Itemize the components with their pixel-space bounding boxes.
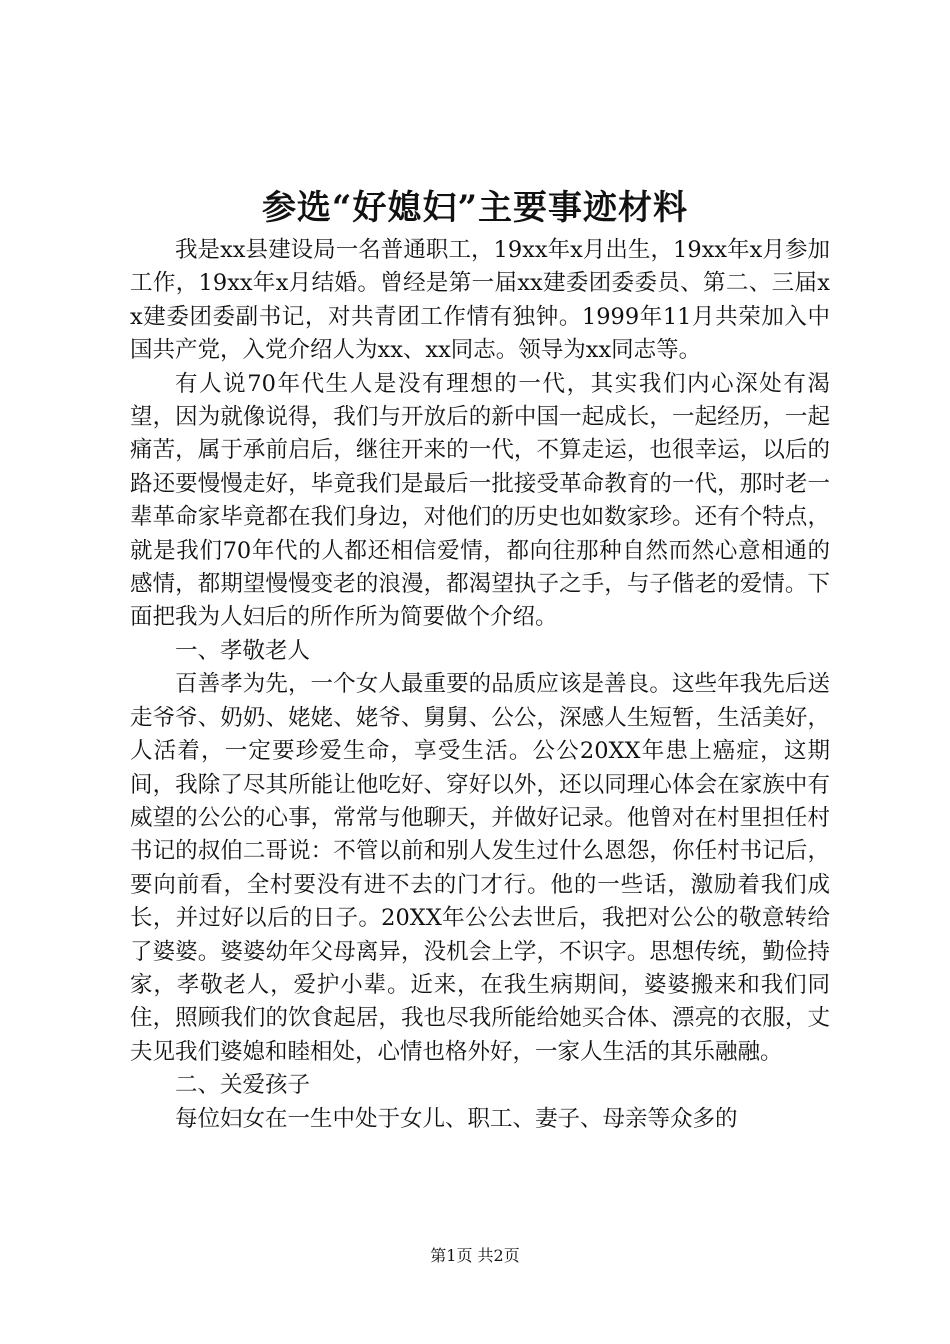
section-paragraph-respect-elders: 百善孝为先，一个女人最重要的品质应该是善良。这些年我先后送走爷爷、奶奶、姥姥、姥爷、舅舅、公公，深感人生短暂，生活美好，人活着，一定要珍爱生命，享受生活。公公20XX年患上癌症，这期间，我除了尽其所能让他吃好、穿好以外，还以同理心体会在家族中有威望的公公的心事，常常与他聊天，并做好记录。他曾对在村里担任村书记的叔伯二哥说：不管以前和别人发生过什么恩怨，你任村书记后，要向前看，全村要没有进不去的门才行。他的一些话，激励着我们成长，并过好以后的日子。20XX年公公去世后，我把对公公的敬意转给了婆婆。婆婆幼年父母离异，没机会上学，不识字。思想传统，勤俭持家，孝敬老人，爱护小辈。近来，在我生病期间，婆婆搬来和我们同住，照顾我们的饮食起居，我也尽我所能给她买合体、漂亮的衣服，丈夫见我们婆媳和睦相处，心情也格外好，一家人生活的其乐融融。 — [130, 671, 830, 1065]
intro-paragraph: 我是xx县建设局一名普通职工，19xx年x月出生，19xx年x月参加工作，19xx年x月结婚。曾经是第一届xx建委团委委员、第二、三届xx建委团委副书记，对共青团工作情有独钟。1999年11月共荣加入中国共产党，入党介绍人为xx、xx同志。领导为xx同志等。 — [130, 237, 830, 364]
section-heading-care-children: 二、关爱孩子 — [175, 1072, 311, 1099]
section-paragraph-care-children: 每位妇女在一生中处于女儿、职工、妻子、母亲等众多的 — [175, 1105, 738, 1132]
document-body — [130, 234, 830, 1136]
section-heading-respect-elders: 一、孝敬老人 — [175, 637, 311, 664]
document-title: 参选“好媳妇”主要事迹材料 — [261, 188, 689, 228]
page-footer: 第1页 共2页 — [430, 1246, 520, 1265]
generation-paragraph: 有人说70年代生人是没有理想的一代，其实我们内心深处有渴望，因为就像说得，我们与开放后的新中国一起成长，一起经历，一起痛苦，属于承前启后，继往开来的一代，不算走运，也很幸运，以后的路还要慢慢走好，毕竟我们是最后一批接受革命教育的一代，那时老一辈革命家毕竟都在我们身边，对他们的历史也如数家珍。还有个特点，就是我们70年代的人都还相信爱情，都向往那种自然而然心意相通的感情，都期望慢慢变老的浪漫，都渴望执子之手，与子偕老的爱情。下面把我为人妇后的所作所为简要做个介绍。 — [130, 370, 830, 631]
